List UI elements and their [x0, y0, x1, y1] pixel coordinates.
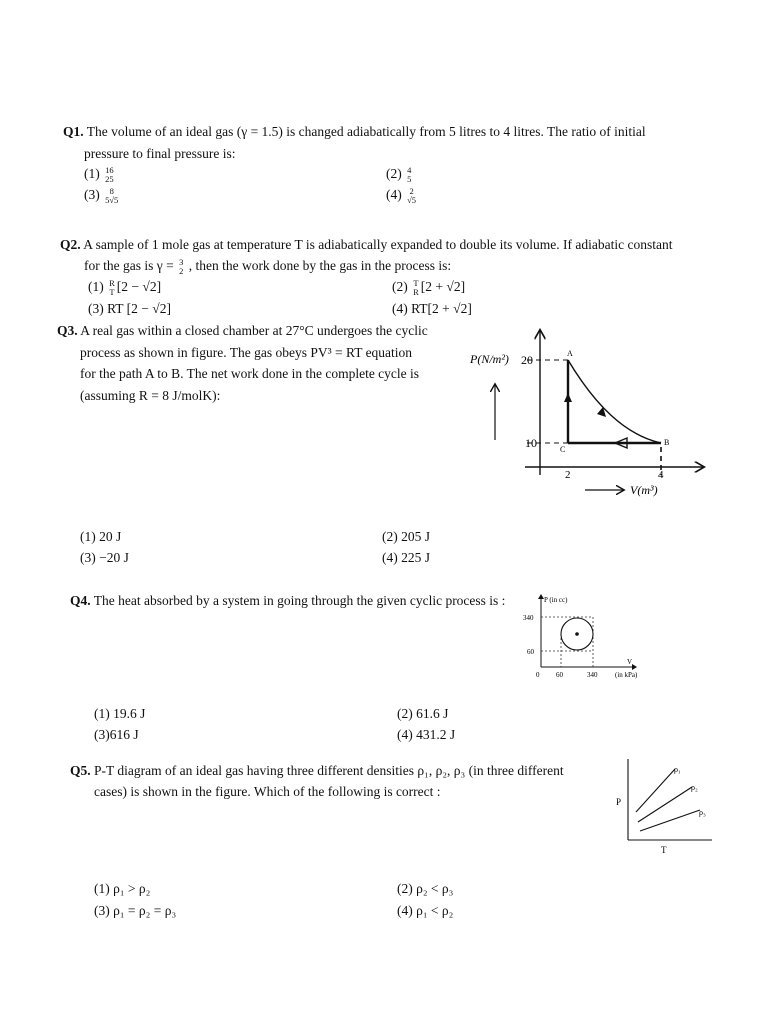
q4-option-4[interactable]: (4) 431.2 J — [397, 727, 456, 742]
q2-line2 — [84, 258, 451, 276]
q1-option-1[interactable] — [84, 166, 116, 184]
q1-line1: The volume of an ideal gas (γ = 1.5) is changed adiabatically from 5 litres to 4 litres. The ratio of initial — [86, 124, 646, 139]
q5-line-rho2 — [638, 787, 692, 822]
q1-number: Q1. — [63, 124, 84, 139]
q5-label-rho1: ρ₁ — [674, 765, 681, 774]
q1-option-3[interactable] — [84, 187, 120, 205]
q5-x-label: T — [661, 845, 667, 855]
q3-line1: A real gas within a closed chamber at 27°C undergoes the cyclic — [80, 323, 428, 338]
q3-path-ca-arrow-icon — [564, 393, 572, 402]
q3-y-tick-10: 10 — [525, 436, 537, 450]
q3-x-tick-4: 4 — [658, 469, 664, 481]
q2-line2-start: for the gas is γ = — [84, 258, 174, 274]
q4-x-tick-340: 340 — [587, 671, 598, 679]
q3-line3: for the path A to B. The net work done in the complete cycle is — [80, 366, 420, 381]
q1-statement — [63, 124, 703, 140]
q5-label-rho3: ρ₃ — [699, 808, 706, 817]
q2-option-4[interactable]: (4) RT[2 + √2] — [392, 301, 472, 316]
q1-option-4[interactable] — [386, 187, 418, 205]
q2-number: Q2. — [60, 237, 81, 252]
q4-y-label: P (in cc) — [544, 596, 568, 604]
q4-y-tick-340: 340 — [523, 614, 534, 622]
q5-line-rho1 — [636, 769, 675, 812]
q5-statement — [70, 763, 564, 779]
q5-option-3[interactable]: (3) ρ₁ = ρ₂ = ρ₃ — [94, 903, 177, 918]
q5-option-1[interactable]: (1) ρ₁ > ρ₂ — [94, 881, 151, 896]
q4-option-2[interactable]: (2) 61.6 J — [397, 706, 449, 721]
q3-y-tick-20: 20 — [521, 353, 533, 367]
q3-x-tick-2: 2 — [565, 469, 571, 481]
q5-option-4[interactable]: (4) ρ₁ < ρ₂ — [397, 903, 454, 918]
q2-option-1-fraction: R T — [109, 278, 115, 297]
q3-statement — [57, 323, 428, 339]
q3-path-ab — [568, 360, 661, 443]
q3-option-1[interactable]: (1) 20 J — [80, 529, 122, 544]
q2-option-2[interactable] — [392, 279, 465, 297]
q1-option-2-label: (2) — [386, 166, 402, 182]
q3-option-3[interactable]: (3) −20 J — [80, 550, 129, 565]
q1-option-1-label: (1) — [84, 166, 100, 182]
q2-option-2-fraction: T R — [413, 278, 419, 297]
q3-line2: process as shown in figure. The gas obeys PV³ = RT equation — [80, 345, 413, 360]
q2-line1: A sample of 1 mole gas at temperature T is adiabatically expanded to double its volume. If adiabatic constant — [83, 237, 673, 252]
q2-statement — [60, 237, 672, 253]
q1-option-4-fraction: 2 √5 — [407, 186, 417, 205]
q4-line1: The heat absorbed by a system in going through the given cyclic process is : — [93, 593, 506, 608]
q1-line2: pressure to final pressure is: — [84, 146, 236, 161]
q5-label-rho2: ρ₂ — [691, 783, 698, 792]
q3-point-c: C — [560, 445, 566, 454]
q4-center-dot — [575, 632, 579, 636]
q3-number: Q3. — [57, 323, 78, 338]
q4-statement — [70, 593, 505, 609]
q2-option-1[interactable] — [88, 279, 161, 297]
q3-point-a: A — [567, 349, 573, 358]
q4-option-1[interactable]: (1) 19.6 J — [94, 706, 146, 721]
q1-option-4-label: (4) — [386, 187, 402, 203]
q1-option-2-fraction: 4 5 — [407, 165, 412, 184]
q3-y-label: P(N/m²) — [470, 352, 509, 366]
q4-y-tick-60: 60 — [527, 648, 534, 656]
q3-x-label: V(m³) — [630, 483, 658, 497]
q2-option-3[interactable]: (3) RT [2 − √2] — [88, 301, 171, 316]
q5-line-rho3 — [640, 810, 700, 831]
q2-option-1-label: (1) — [88, 279, 104, 295]
q4-pv-diagram — [518, 590, 658, 682]
q5-line2: cases) is shown in the figure. Which of the following is correct : — [94, 784, 441, 799]
q5-y-label: P — [616, 797, 622, 807]
q4-x-unit: (in kPa) — [615, 671, 638, 679]
q2-option-2-expression: [2 + √2] — [420, 279, 466, 295]
q2-line2-end: , then the work done by the gas in the process is: — [188, 258, 452, 274]
q3-line4: (assuming R = 8 J/molK): — [80, 388, 221, 403]
q3-option-4[interactable]: (4) 225 J — [382, 550, 430, 565]
q5-number: Q5. — [70, 763, 91, 778]
q1-option-1-fraction: 16 25 — [105, 165, 114, 184]
q3-pv-diagram — [465, 325, 710, 505]
q5-option-2[interactable]: (2) ρ₂ < ρ₃ — [397, 881, 454, 896]
q2-option-1-expression: [2 − √2] — [116, 279, 162, 295]
q3-option-2[interactable]: (2) 205 J — [382, 529, 430, 544]
q4-x-tick-60: 60 — [556, 671, 563, 679]
q1-option-3-fraction: 8 5√5 — [105, 186, 119, 205]
q4-option-3[interactable]: (3)616 J — [94, 727, 139, 742]
q1-option-2[interactable] — [386, 166, 413, 184]
q2-option-2-label: (2) — [392, 279, 408, 295]
q5-line1: P-T diagram of an ideal gas having three different densities ρ₁, ρ₂, ρ₃ (in three different — [94, 763, 564, 778]
q3-point-b: B — [664, 438, 670, 447]
q4-x-tick-0: 0 — [536, 671, 540, 679]
q1-option-3-label: (3) — [84, 187, 100, 203]
q4-number: Q4. — [70, 593, 91, 608]
q5-pt-diagram — [612, 757, 717, 857]
q2-gamma-fraction: 3 2 — [179, 257, 184, 276]
q4-x-label: V — [627, 658, 633, 666]
